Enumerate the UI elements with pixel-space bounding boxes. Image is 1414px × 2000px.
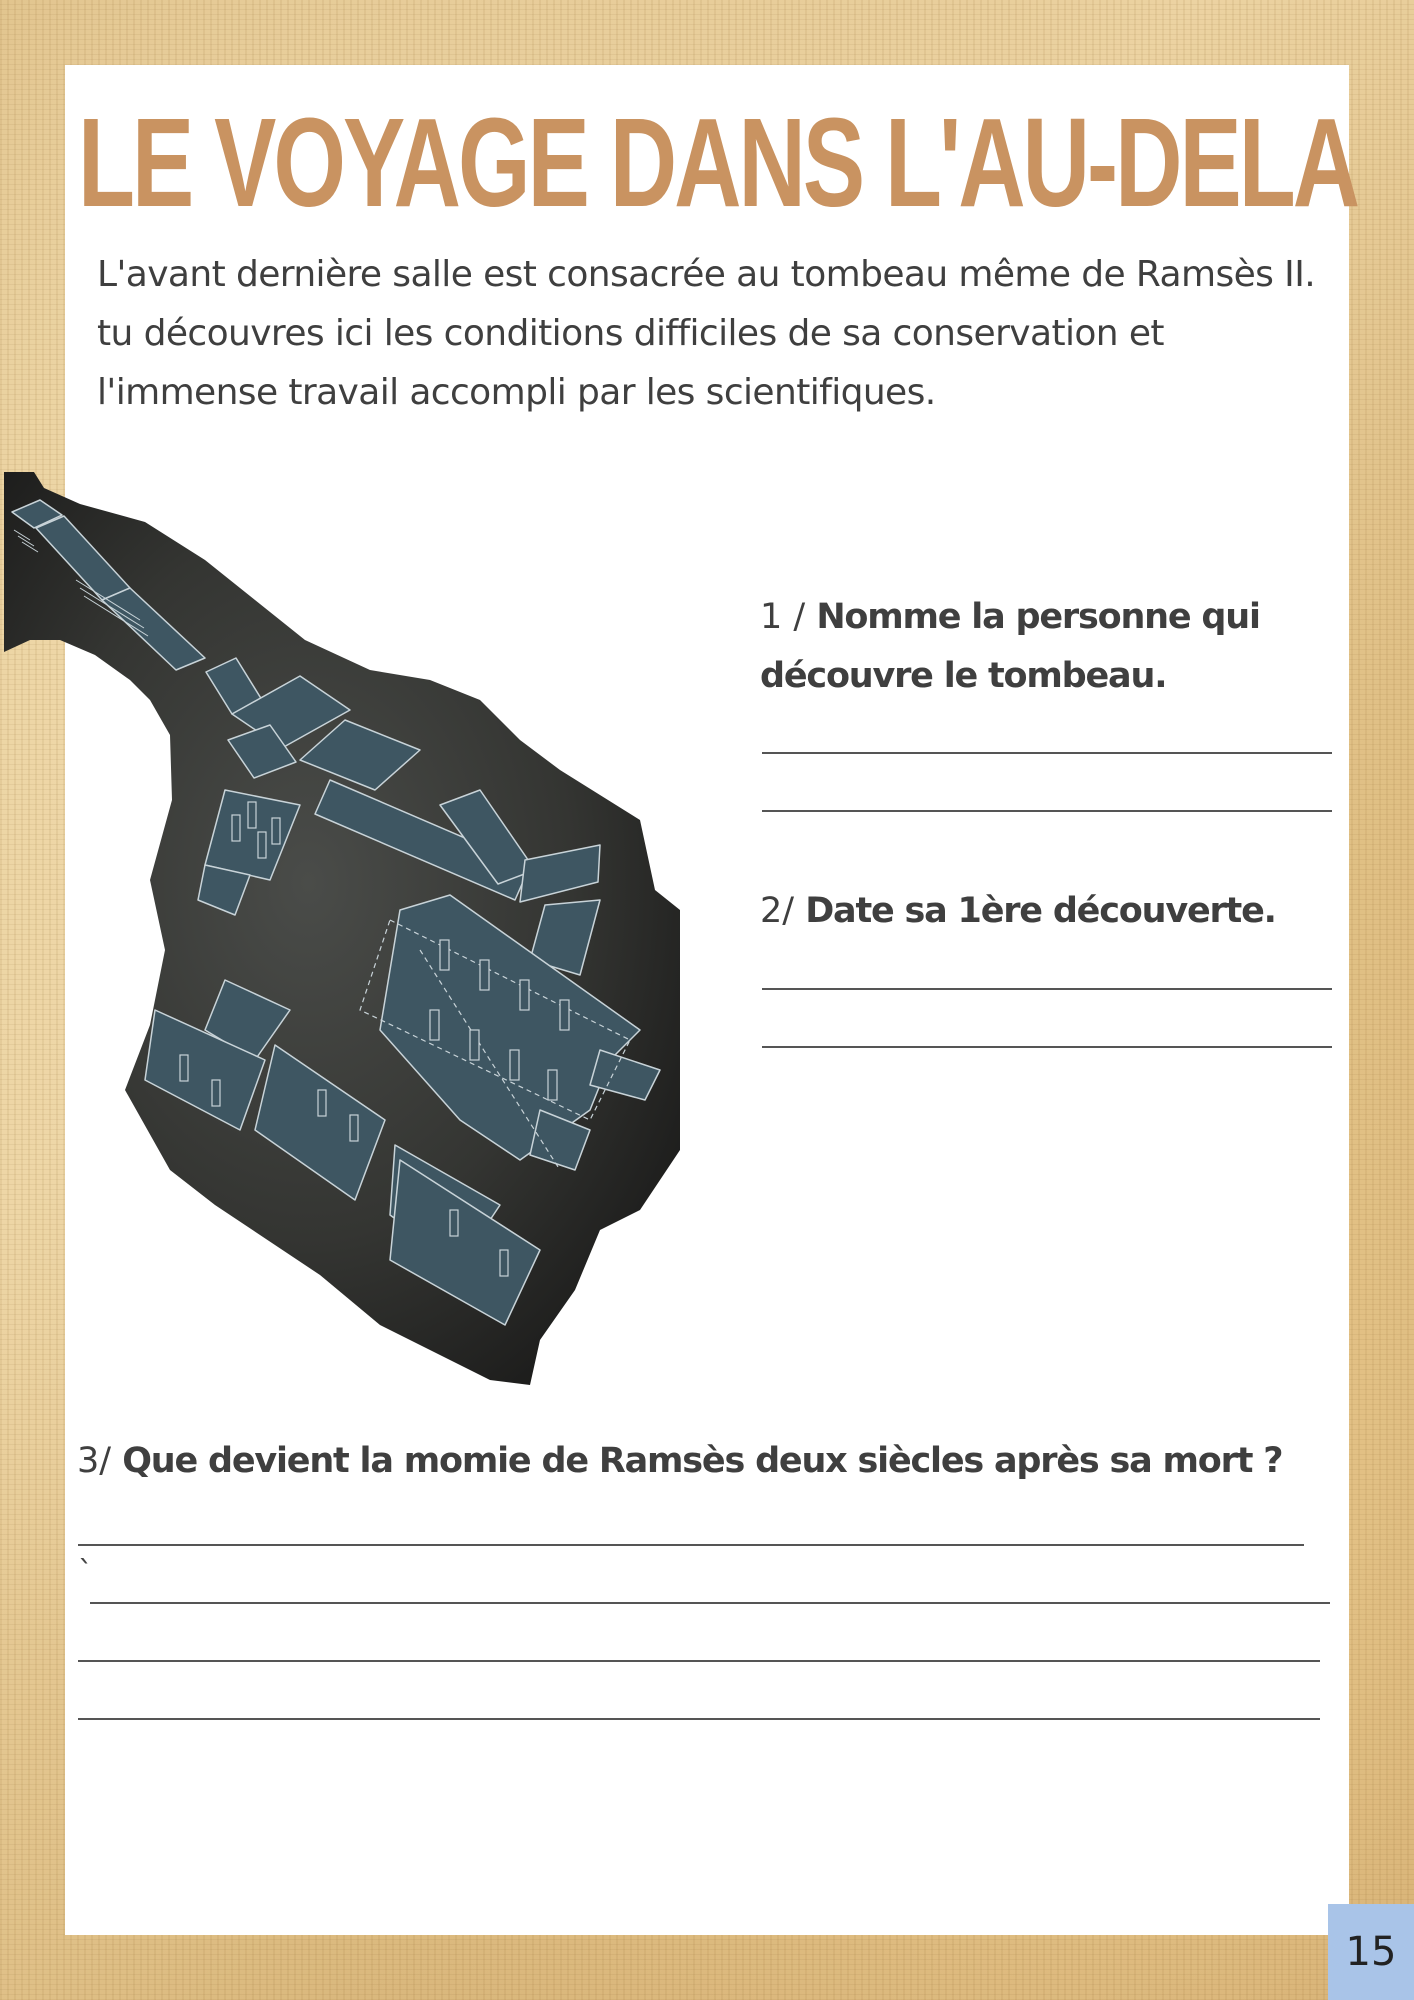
intro-paragraph: L'avant dernière salle est consacrée au tombeau même de Ramsès II. tu découvres ici les conditions difficiles de sa conservation et l'immense travail accompli par les scientifiques. xyxy=(97,254,1316,413)
page-number-badge: 15 xyxy=(1328,1904,1414,2000)
answer-line-1a[interactable] xyxy=(762,752,1332,754)
answer-line-2a[interactable] xyxy=(762,988,1332,990)
question-1-text: Nomme la personne qui découvre le tombeau. xyxy=(760,597,1260,696)
stray-mark: ` xyxy=(78,1555,93,1590)
answer-line-2b[interactable] xyxy=(762,1046,1332,1048)
question-1-number: 1 / xyxy=(760,597,817,637)
answer-line-3b[interactable] xyxy=(90,1602,1330,1604)
question-2 xyxy=(760,882,1360,941)
question-2-number: 2/ xyxy=(760,891,806,931)
question-3 xyxy=(77,1432,1337,1491)
answer-line-3c[interactable] xyxy=(78,1660,1320,1662)
answer-line-3d[interactable] xyxy=(78,1718,1320,1720)
tomb-plan-image xyxy=(0,470,690,1390)
question-3-text: Que devient la momie de Ramsès deux siècles après sa mort ? xyxy=(122,1441,1283,1481)
page-title: LE VOYAGE DANS L'AU-DELA xyxy=(78,92,1358,233)
question-1 xyxy=(760,588,1320,706)
answer-line-1b[interactable] xyxy=(762,810,1332,812)
question-2-text: Date sa 1ère découverte. xyxy=(805,891,1276,931)
question-3-number: 3/ xyxy=(77,1441,123,1481)
answer-line-3a[interactable] xyxy=(78,1544,1304,1546)
